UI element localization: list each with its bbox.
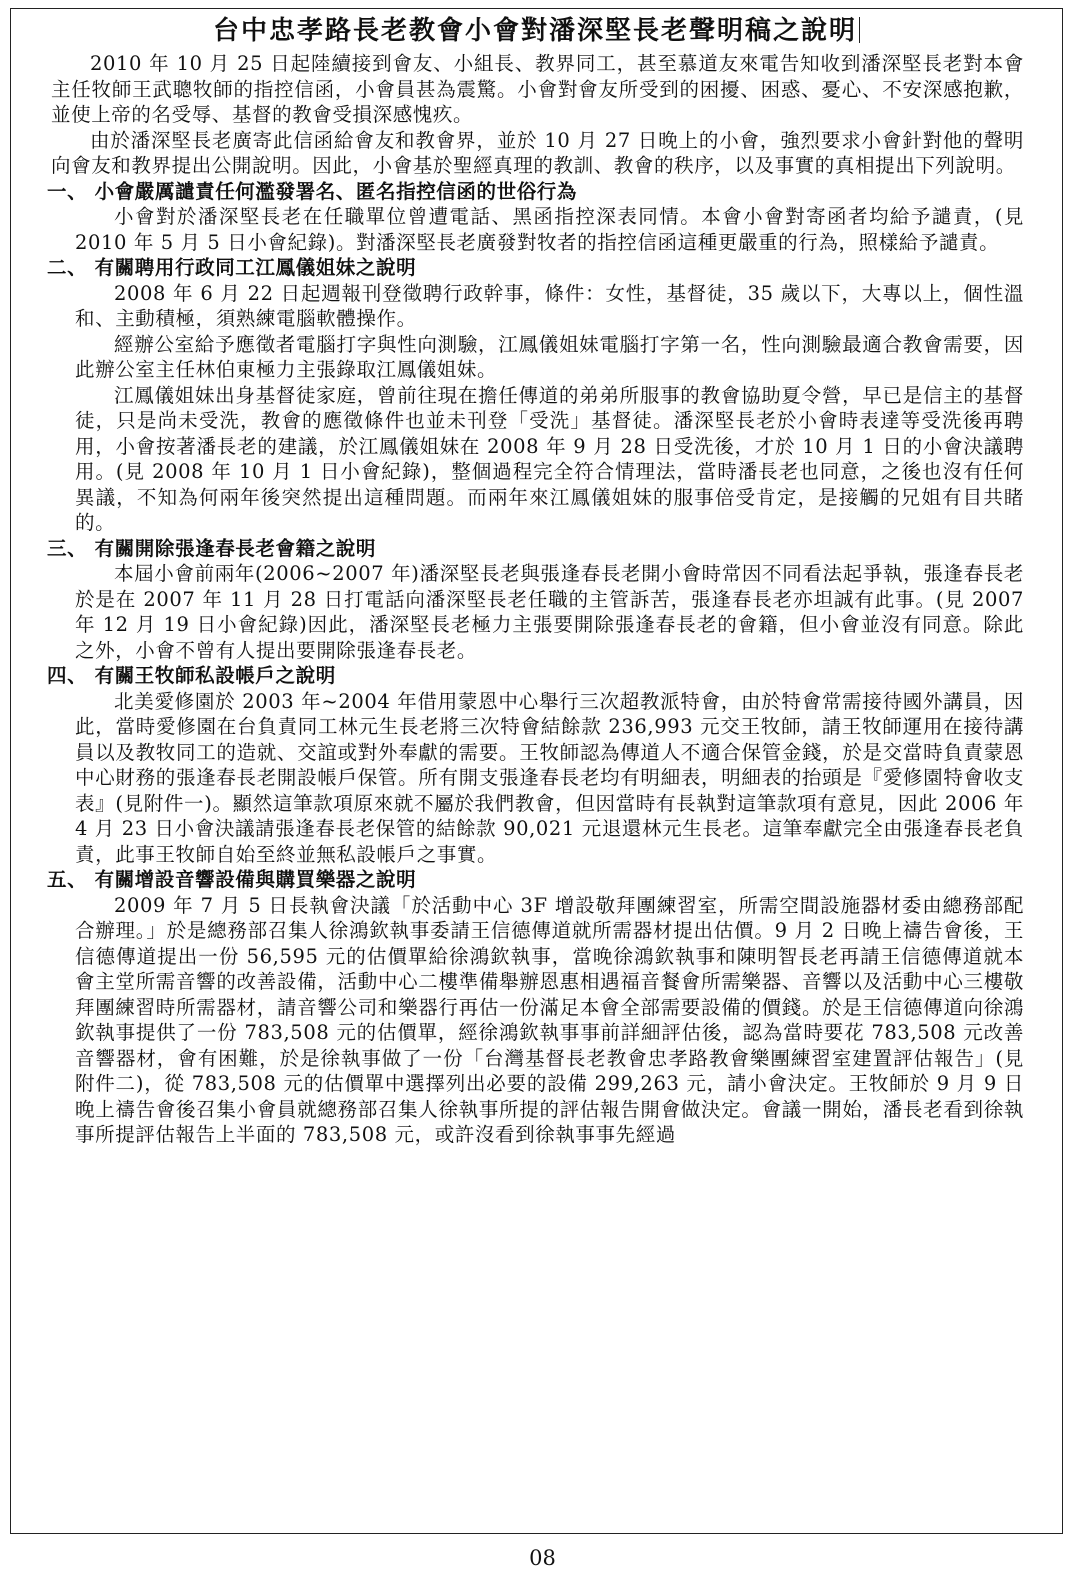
page-number: 08 [529, 1546, 556, 1570]
text-cursor [859, 17, 860, 43]
section-heading: 一、 小會嚴厲譴責任何濫發署名、匿名指控信函的世俗行為 [47, 179, 577, 203]
intro-block [51, 51, 1024, 179]
section-heading: 四、 有關王牧師私設帳戶之說明 [47, 664, 336, 687]
section-3 [47, 536, 1024, 664]
section-2 [47, 255, 1024, 536]
section-paragraph: 本屆小會前兩年(2006~2007 年)潘深堅長老與張逢春長老開小會時常因不同看法起爭執，張逢春長老於是在 2007 年 11 月 28 日打電話向潘深堅長老任職的主管訴苦，張逢春長老亦坦誠有此事。(見 2007 年 12 月 19 日小會紀錄)因此，潘深堅長老極力主張要開除張逢春長老的會籍，但小會並沒有同意。除此之外，小會不曾有人提出要開除張逢春長老。 [75, 562, 1024, 662]
section-paragraph: 北美愛修園於 2003 年~2004 年借用蒙恩中心舉行三次超教派特會，由於特會常需接待國外講員，因此，當時愛修園在台負責同工林元生長老將三次特會結餘款 236,993 元交王牧師，請王牧師運用在接待講員以及教牧同工的造就、交誼或對外奉獻的需要。王牧師認為傳道人不適合保管金錢，於是交當時負責蒙恩中心財務的張逢春長老開設帳戶保管。所有開支張逢春長老均有明細表，明細表的抬頭是『愛修園特會收支表』(見附件一)。顯然這筆款項原來就不屬於我們教會，但因當時有長執對這筆款項有意見，因此 2006 年 4 月 23 日小會決議請張逢春長老保管的結餘款 90,021 元退還林元生長老。這筆奉獻完全由張逢春長老負責，此事王牧師自始至終並無私設帳戶之事實。 [75, 689, 1024, 866]
section-5 [47, 867, 1024, 1148]
section-paragraph: 江鳳儀姐妹出身基督徒家庭，曾前往現在擔任傳道的弟弟所服事的教會協助夏令營，早已是信主的基督徒，只是尚未受洗，教會的應徵條件也並未刊登「受洗」基督徒。潘深堅長老於小會時表達等受洗後再聘用，小會按著潘長老的建議，於江鳳儀姐妹在 2008 年 9 月 28 日受洗後，才於 10 月 1 日的小會決議聘用。(見 2008 年 10 月 1 日小會紀錄)，整個過程完全符合情理法，當時潘長老也同意，之後也沒有任何異議，不知為何兩年後突然提出這種問題。而兩年來江鳳儀姐妹的服事倍受肯定，是接觸的兄姐有目共睹的。 [75, 383, 1024, 534]
document-title [11, 15, 1062, 47]
section-1 [47, 179, 1024, 256]
document-body [47, 51, 1024, 1148]
intro-paragraph: 由於潘深堅長老廣寄此信函給會友和教會界，並於 10 月 27 日晚上的小會，強烈要求小會針對他的聲明向會友和教界提出公開說明。因此，小會基於聖經真理的教訓、教會的秩序，以及事實的真相提出下列說明。 [51, 128, 1024, 177]
section-heading: 二、 有關聘用行政同工江鳳儀姐妹之說明 [47, 256, 417, 279]
section-paragraph: 2009 年 7 月 5 日長執會決議「於活動中心 3F 增設敬拜團練習室，所需空間設施器材委由總務部配合辦理。」於是總務部召集人徐鴻欽執事委請王信德傳道就所需器材提出估價。9 月 2 日晚上禱告會後，王信德傳道提出一份 56,595 元的估價單給徐鴻欽執事，當晚徐鴻欽執事和陳明智長老再請王信德傳道就本會主堂所需音響的改善設備，活動中心二樓準備舉辦恩惠相遇福音餐會所需樂器、音響以及活動中心三樓敬拜團練習時所需器材，請音響公司和樂器行再估一份滿足本會全部需要設備的價錢。於是王信德傳道向徐鴻欽執事提供了一份 783,508 元的估價單，經徐鴻欽執事事前詳細評估後，認為當時要花 783,508 元改善音響器材，會有困難，於是徐執事做了一份「台灣基督長老教會忠孝路教會樂團練習室建置評估報告」(見附件二)，從 783,508 元的估價單中選擇列出必要的設備 299,263 元，請小會決定。王牧師於 9 月 9 日晚上禱告會後召集小會員就總務部召集人徐執事所提的評估報告開會做決定。會議一開始，潘長老看到徐執事所提評估報告上半面的 783,508 元，或許沒看到徐執事事先經過 [75, 893, 1024, 1146]
page-frame [10, 8, 1063, 1534]
section-paragraph: 2008 年 6 月 22 日起週報刊登徵聘行政幹事，條件：女性，基督徒，35 歲以下，大專以上，個性溫和、主動積極，須熟練電腦軟體操作。 [75, 281, 1024, 330]
section-heading: 三、 有關開除張逢春長老會籍之說明 [47, 536, 376, 560]
section-paragraph: 小會對於潘深堅長老在任職單位曾遭電話、黑函指控深表同情。本會小會對寄函者均給予譴責，(見 2010 年 5 月 5 日小會紀錄)。對潘深堅長老廣發對牧者的指控信函這種更嚴重的行為，照樣給予譴責。 [75, 205, 1024, 254]
section-paragraph: 經辦公室給予應徵者電腦打字與性向測驗，江鳳儀姐妹電腦打字第一名，性向測驗最適合教會需要，因此辦公室主任林伯東極力主張錄取江鳳儀姐妹。 [75, 332, 1024, 381]
section-4 [47, 663, 1024, 867]
title-text: 台中忠孝路長老教會小會對潘深堅長老聲明稿之說明 [212, 16, 857, 46]
section-heading: 五、 有關增設音響設備與購買樂器之說明 [47, 868, 417, 891]
intro-paragraph: 2010 年 10 月 25 日起陸續接到會友、小組長、教界同工，甚至慕道友來電告知收到潘深堅長老對本會主任牧師王武聰牧師的指控信函，小會員甚為震驚。小會對會友所受到的困擾、困惑、憂心、不安深感抱歉，並使上帝的名受辱、基督的教會受損深感愧疚。 [51, 52, 1024, 126]
